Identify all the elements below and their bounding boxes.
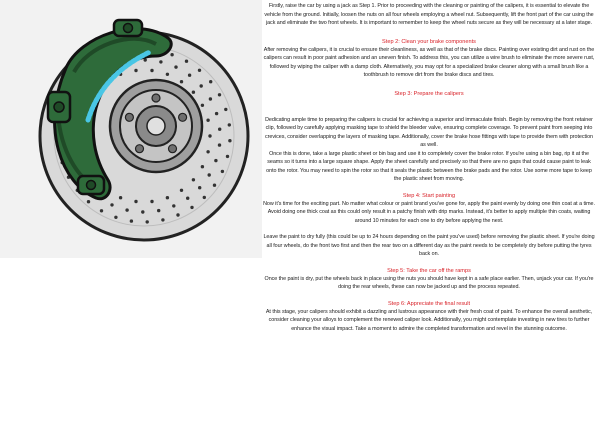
rotor-drill-hole bbox=[180, 189, 183, 192]
step-3-paragraph-1: Dedicating ample time to preparing the calipers is crucial for achieving a superior and immaculate finish. Begin by removing the front retainer clip, followed by carefully applying masking tape to shield the bleeder valve, ensuring complete coverage. To prevent paint from seeping into crevices, consider overlapping the layers of masking tape. Additionally, cover the brake hose fittings with tape to provide them with protection as well. bbox=[265, 116, 593, 148]
rotor-drill-hole bbox=[176, 213, 179, 216]
rotor-drill-hole bbox=[87, 200, 90, 203]
rotor-drill-hole bbox=[198, 186, 201, 189]
wheel-stud bbox=[152, 94, 160, 102]
rotor-drill-hole bbox=[228, 139, 231, 142]
rotor-drill-hole bbox=[228, 123, 231, 126]
rotor-drill-hole bbox=[208, 134, 211, 137]
brake-disc-illustration bbox=[18, 8, 254, 248]
step-2-title: Step 2: Clean your brake components bbox=[382, 38, 476, 45]
rotor-drill-hole bbox=[119, 196, 122, 199]
rotor-drill-hole bbox=[200, 84, 203, 87]
rotor-drill-hole bbox=[224, 108, 227, 111]
rotor-drill-hole bbox=[134, 200, 137, 203]
rotor-drill-hole bbox=[186, 197, 189, 200]
rotor-drill-hole bbox=[150, 69, 153, 72]
wheel-stud bbox=[179, 113, 187, 121]
rotor-drill-hole bbox=[201, 165, 204, 168]
rotor-drill-hole bbox=[192, 178, 195, 181]
article-body bbox=[262, 2, 596, 430]
rotor-drill-hole bbox=[209, 80, 212, 83]
step-6-paragraph: At this stage, your calipers should exhibit a dazzling and lustrous appearance with their fresh coat of paint. To enhance the overall aesthetic, consider cleaning your alloys to complement the renewed caliper look. Additionally, you might contemplate investing in new tires to further enhance the visual impact. Take a moment to admire the completed transformation and revel in the stunning outcome. bbox=[265, 308, 593, 332]
rotor-drill-hole bbox=[198, 69, 201, 72]
wheel-stud bbox=[125, 113, 133, 121]
rotor-drill-hole bbox=[150, 200, 153, 203]
rotor-drill-hole bbox=[159, 60, 162, 63]
step-6-title: Step 6: Appreciate the final result bbox=[387, 300, 471, 307]
rotor-drill-hole bbox=[221, 170, 224, 173]
rotor-drill-hole bbox=[141, 210, 144, 213]
rotor-drill-hole bbox=[214, 159, 217, 162]
rotor-drill-hole bbox=[188, 74, 191, 77]
rotor-drill-hole bbox=[110, 203, 113, 206]
rotor-drill-hole bbox=[209, 97, 212, 100]
rotor-drill-hole bbox=[218, 93, 221, 96]
step-5-paragraph: Once the paint is dry, put the wheels back in place using the nuts you should have kept in a safe place earlier. Then, unjack your car. If you're doing the rear wheels, these can now be jacked up and the process repeated. bbox=[264, 275, 594, 290]
rotor-drill-hole bbox=[226, 155, 229, 158]
rotor-drill-hole bbox=[190, 206, 193, 209]
rotor-drill-hole bbox=[172, 204, 175, 207]
rotor-drill-hole bbox=[125, 208, 128, 211]
rotor-drill-hole bbox=[170, 53, 173, 56]
step-4-paragraph-2: Leave the paint to dry fully (this could be up to 24 hours depending on the paint you've used) before removing the plastic sheet. If you're doing all four wheels, do the front two first and then the rear two on a different day as the paint needs to be completely dry before putting the tyres back on. bbox=[263, 234, 595, 257]
rotor-drill-hole bbox=[166, 196, 169, 199]
rotor-drill-hole bbox=[218, 143, 221, 146]
rotor-drill-hole bbox=[174, 65, 177, 68]
step-4-title: Step 4: Start painting bbox=[402, 192, 456, 199]
rotor-drill-hole bbox=[166, 73, 169, 76]
rotor-drill-hole bbox=[213, 184, 216, 187]
rotor-drill-hole bbox=[206, 119, 209, 122]
rotor-drill-hole bbox=[180, 80, 183, 83]
rotor-drill-hole bbox=[215, 112, 218, 115]
rotor-drill-hole bbox=[130, 219, 133, 222]
wheel-stud bbox=[136, 145, 144, 153]
rotor-drill-hole bbox=[114, 216, 117, 219]
rotor-drill-hole bbox=[201, 104, 204, 107]
rotor-drill-hole bbox=[208, 173, 211, 176]
intro-paragraph: Firstly, raise the car by using a jack as Step 1. Prior to proceeding with the cleaning or painting of the calipers, it is essential to elevate the vehicle from the ground. Initially, loosen the nuts on all four wheels employing a wheel nut. Subsequently, lift the front part of the car using the jack and eliminate the two front wheels. It is important to remember to keep the wheel nuts secure as they will be necessary at a later stage. bbox=[264, 3, 594, 26]
step-4-paragraph-1: Now it's time for the exciting part. No matter what colour or paint brand you've gone for, apply the paint evenly by doing one thin coat at a time. Avoid doing one thick coat as this could only result in a patchy finish with drip marks. Instead, it's better to apply multiple thin coats, waiting around 10 minutes for each one to dry before applying the next. bbox=[263, 200, 595, 224]
rotor-drill-hole bbox=[134, 69, 137, 72]
rotor-drill-hole bbox=[206, 150, 209, 153]
rotor-drill-hole bbox=[218, 128, 221, 131]
rotor-drill-hole bbox=[192, 91, 195, 94]
step-3-title: Step 3: Prepare the calipers bbox=[394, 90, 464, 97]
rotor-drill-hole bbox=[161, 218, 164, 221]
wheel-stud bbox=[169, 145, 177, 153]
rotor-drill-hole bbox=[146, 220, 149, 223]
rotor-drill-hole bbox=[157, 209, 160, 212]
step-5-title: Step 5: Take the car off the ramps bbox=[387, 267, 471, 274]
rotor-drill-hole bbox=[203, 196, 206, 199]
rotor-drill-hole bbox=[100, 209, 103, 212]
step-3-paragraph-2: Once this is done, take a large plastic sheet or bin bag and use it to completely cover the brake rotor. If you're using a bin bag, rip it at the seams so it turns into a large square shape. Apply the sheet carefully and precisely so that there are no gaps that could cause paint to leak onto the rotor. You may need to spin the rotor so that it seals the plastic between the brake pads and the rotor. Use some more tape to keep the plastic sheet from moving. bbox=[266, 150, 592, 182]
step-2-paragraph: After removing the calipers, it is crucial to ensure their cleanliness, as well as that of the brake discs. Painting over existing dirt and rust on the calipers can result in poor paint adhesion and an uneven finish. To address this, you can utilize a wire brush to eliminate the more severe rust, followed by wiping the caliper with a damp cloth. Alternatively, you may opt for a specialized brake cleaner along with a small brush like a toothbrush to remove dirt from the brake discs and tires. bbox=[263, 46, 595, 78]
rotor-drill-hole bbox=[185, 60, 188, 63]
